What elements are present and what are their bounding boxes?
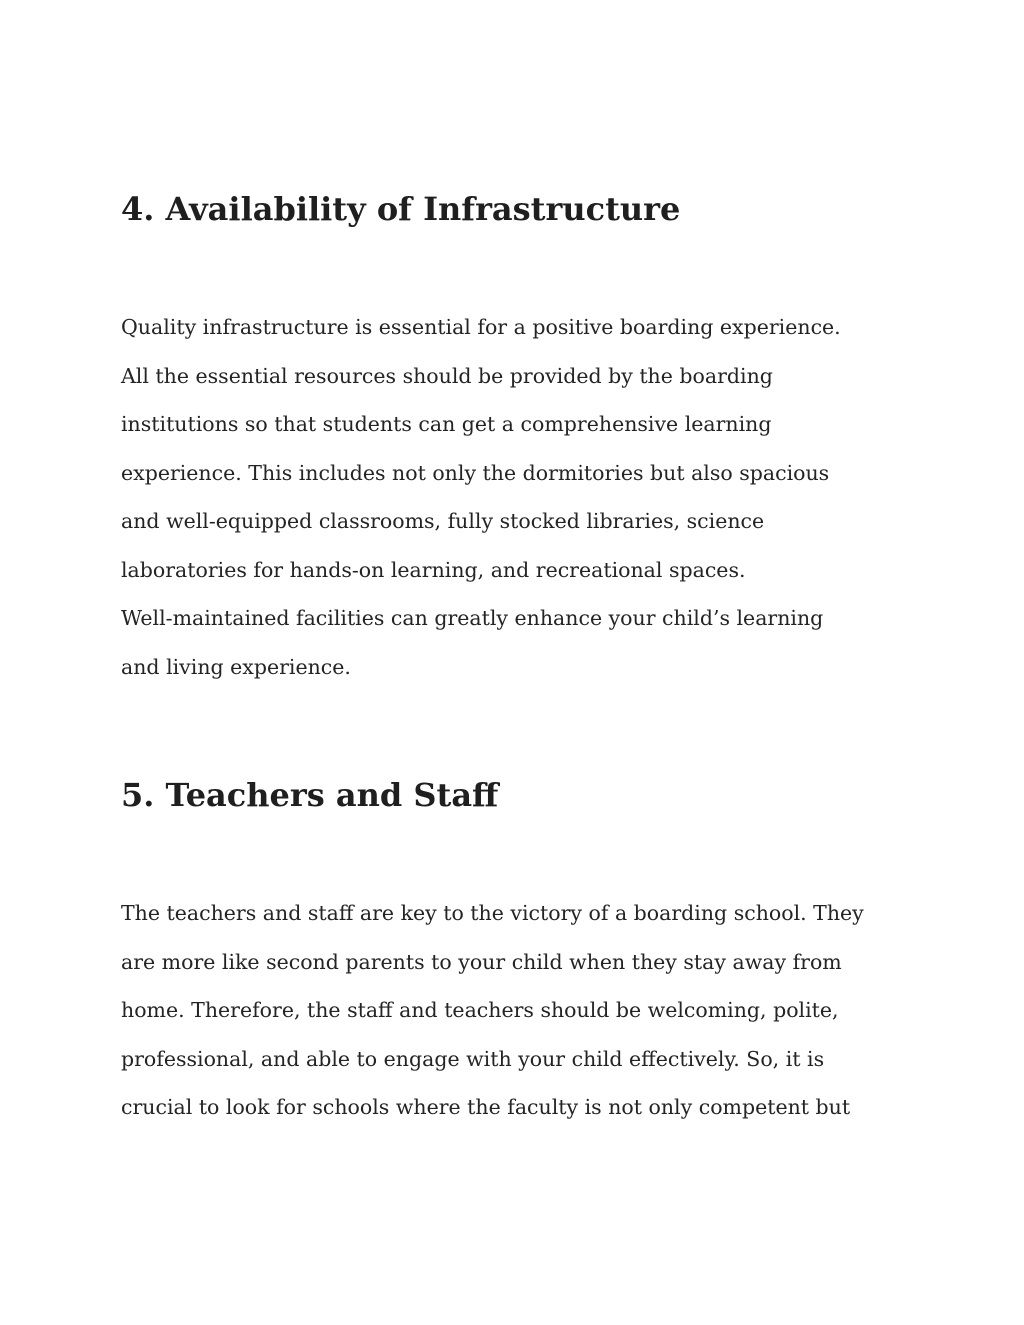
- paragraph-line: and living experience.: [121, 654, 351, 679]
- paragraph-line: experience. This includes not only the dormitories but also spacious: [121, 460, 830, 485]
- paragraph-line: home. Therefore, the staff and teachers should be welcoming, polite,: [121, 998, 839, 1022]
- section-heading-infrastructure: 4. Availability of Infrastructure: [121, 190, 681, 228]
- paragraph-infrastructure: [121, 303, 921, 691]
- paragraph-line: The teachers and staff are key to the victory of a boarding school. They: [121, 901, 864, 925]
- section-heading-teachers-staff: 5. Teachers and Staff: [121, 776, 499, 814]
- paragraph-line: are more like second parents to your child when they stay away from: [121, 949, 842, 974]
- paragraph-line: Well-maintained facilities can greatly enhance your child’s learning: [121, 606, 824, 630]
- paragraph-line: and well-equipped classrooms, fully stocked libraries, science: [121, 509, 765, 533]
- paragraph-line: All the essential resources should be provided by the boarding: [121, 363, 773, 388]
- paragraph-line: crucial to look for schools where the faculty is not only competent but: [121, 1095, 851, 1119]
- paragraph-line: institutions so that students can get a comprehensive learning: [121, 412, 772, 436]
- paragraph-teachers-staff: [121, 889, 921, 1132]
- paragraph-line: Quality infrastructure is essential for a positive boarding experience.: [121, 315, 841, 339]
- paragraph-line: professional, and able to engage with your child effectively. So, it is: [121, 1046, 825, 1071]
- paragraph-line: laboratories for hands-on learning, and recreational spaces.: [121, 557, 746, 582]
